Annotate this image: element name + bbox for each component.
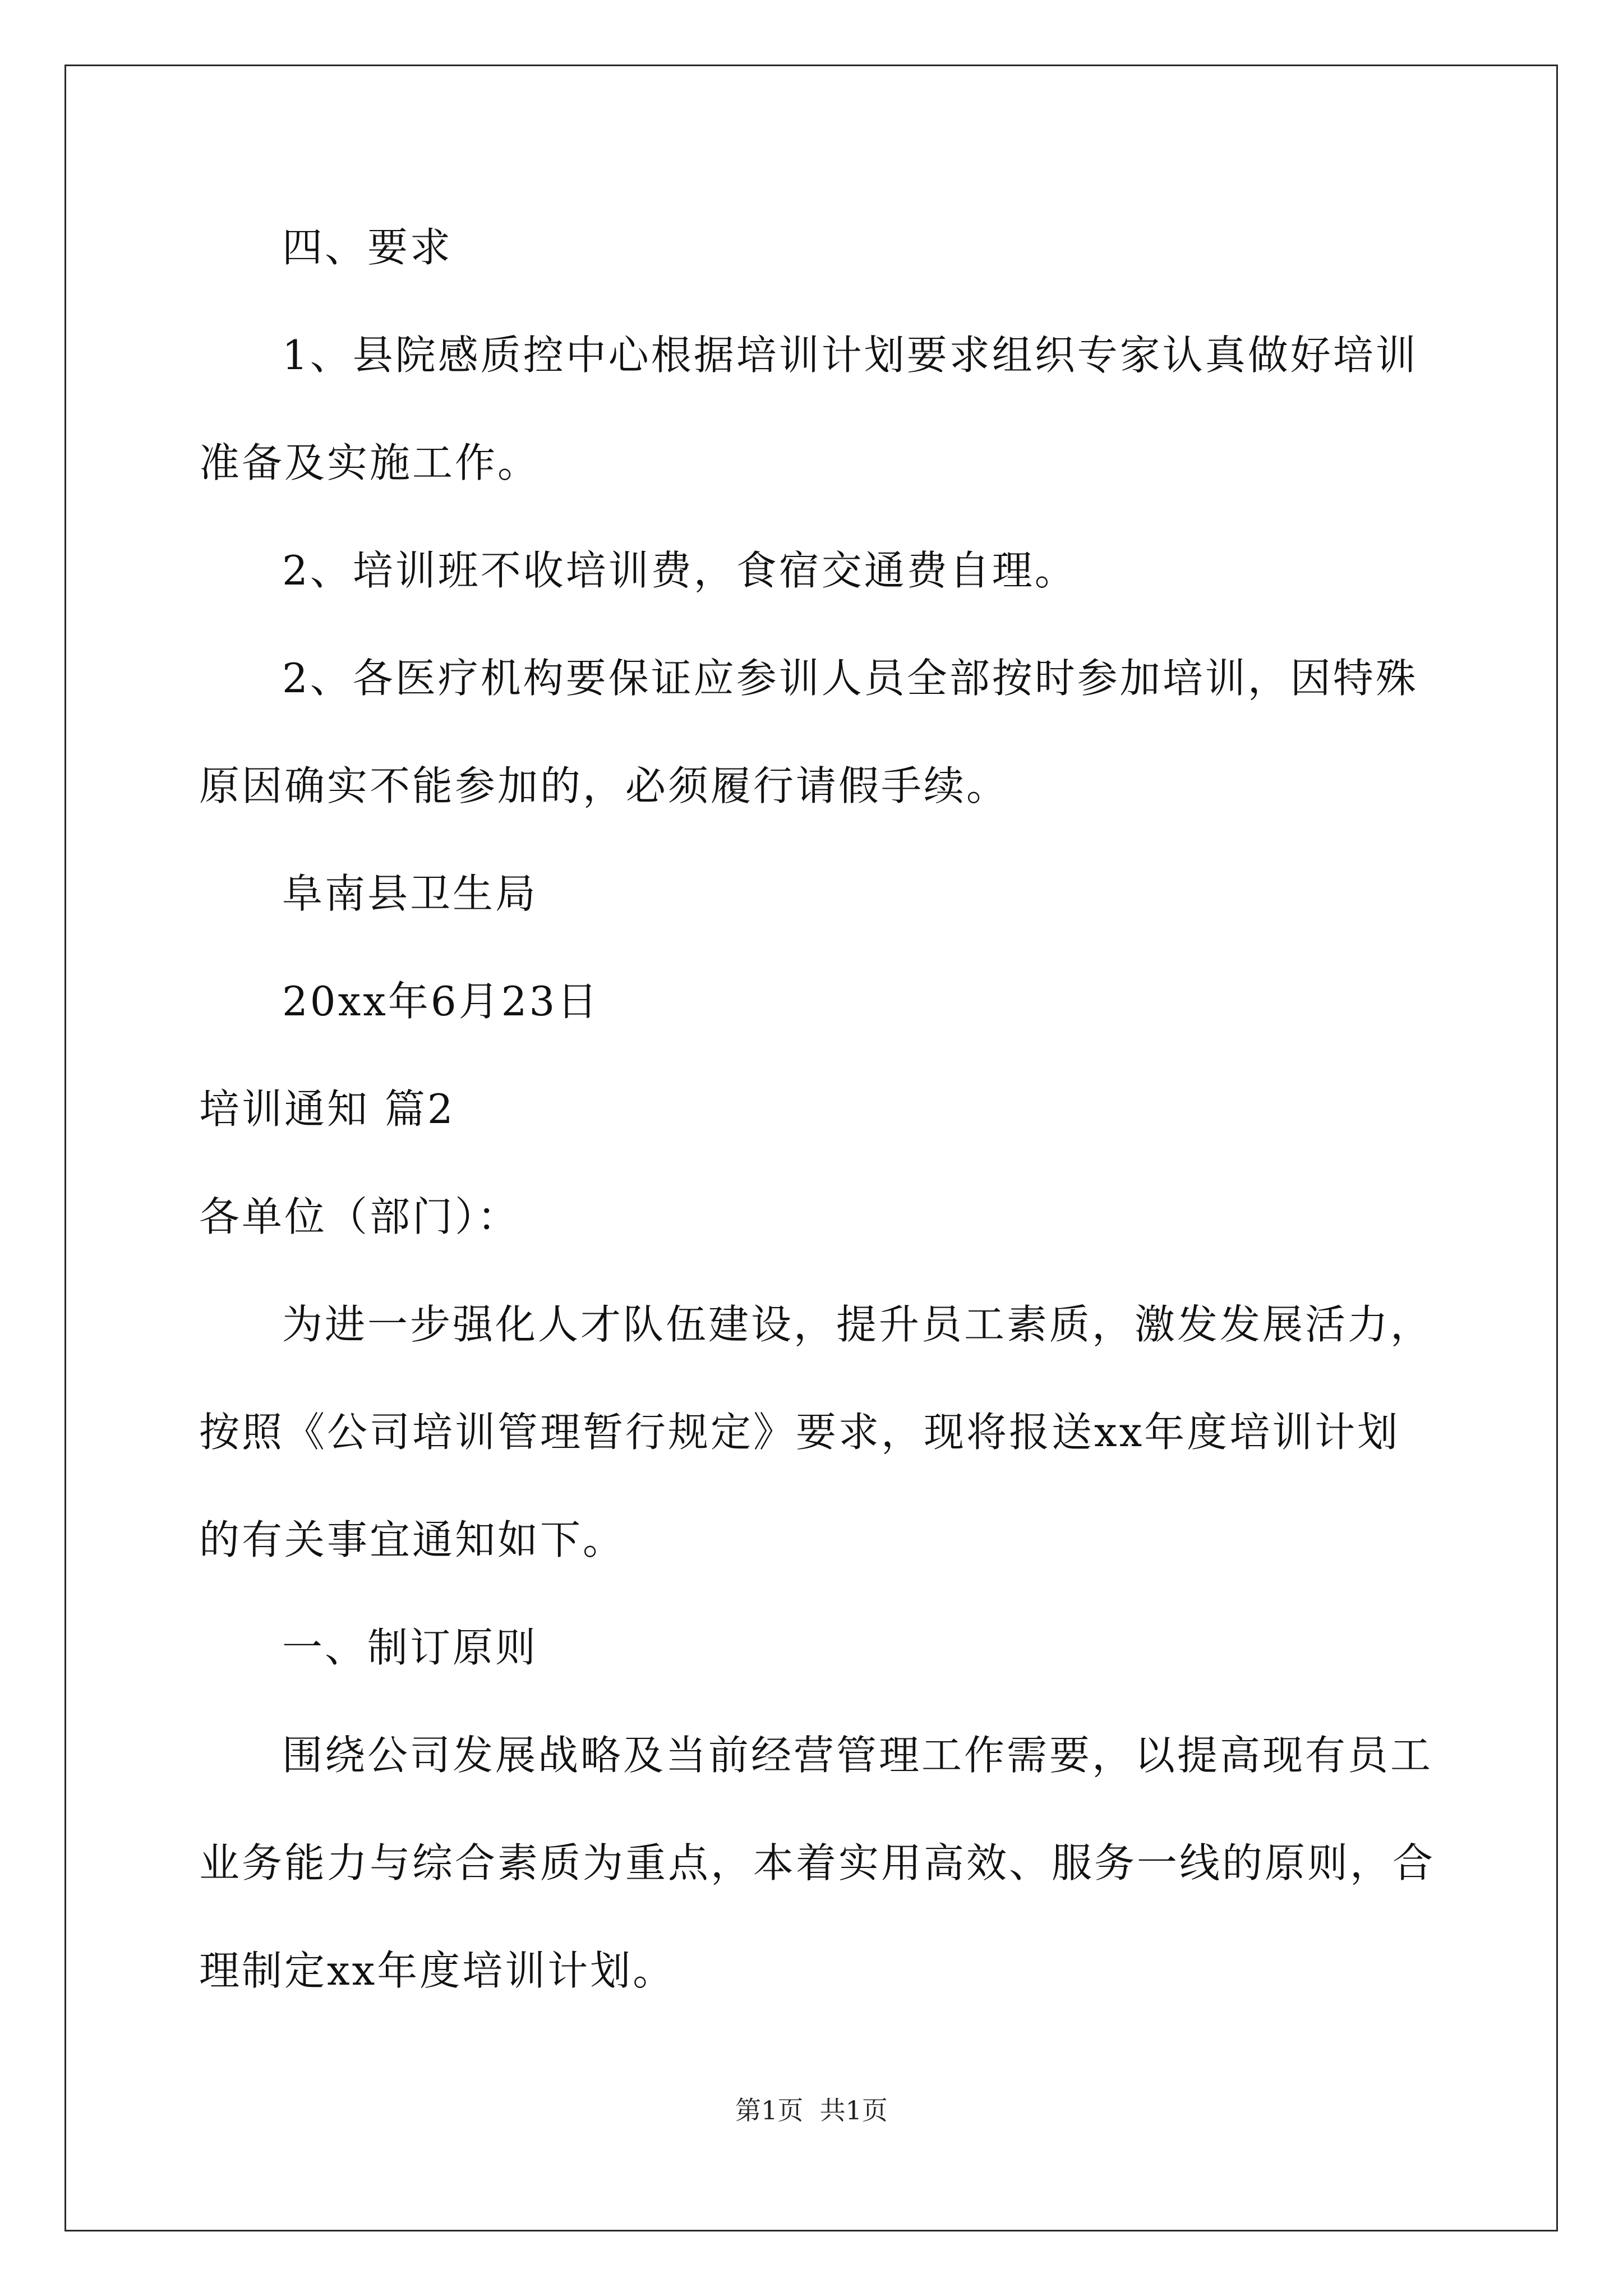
heading-requirements: 四、要求 <box>282 224 453 271</box>
heading-principles: 一、制订原则 <box>282 1624 538 1671</box>
paragraph-item-2: 2、培训班不收培训费，食宿交通费自理。 <box>282 547 1077 594</box>
signature-date: 20xx年6月23日 <box>282 978 600 1025</box>
paragraph-item-1: 1、县院感质控中心根据培训计划要求组织专家认真做好培训准备及实施工作。 <box>199 332 1418 486</box>
paragraph-item-3: 2、各医疗机构要保证应参训人员全部按时参加培训，因特殊原因确实不能参加的，必须履行请假手续。 <box>199 655 1418 809</box>
paragraph-intro: 为进一步强化人才队伍建设，提升员工素质，激发发展活力，按照《公司培训管理暂行规定》要求，现将报送xx年度培训计划的有关事宜通知如下。 <box>199 1301 1433 1563</box>
document-body <box>199 194 1438 2024</box>
page-footer: 第1页 共1页 <box>735 2095 888 2125</box>
signature-organization: 阜南县卫生局 <box>282 870 538 917</box>
salutation: 各单位（部门）： <box>199 1193 520 1240</box>
section-title: 培训通知 篇2 <box>199 1085 455 1133</box>
paragraph-principles: 围绕公司发展战略及当前经营管理工作需要，以提高现有员工业务能力与综合素质为重点，本着实用高效、服务一线的原则，合理制定xx年度培训计划。 <box>199 1732 1436 1994</box>
